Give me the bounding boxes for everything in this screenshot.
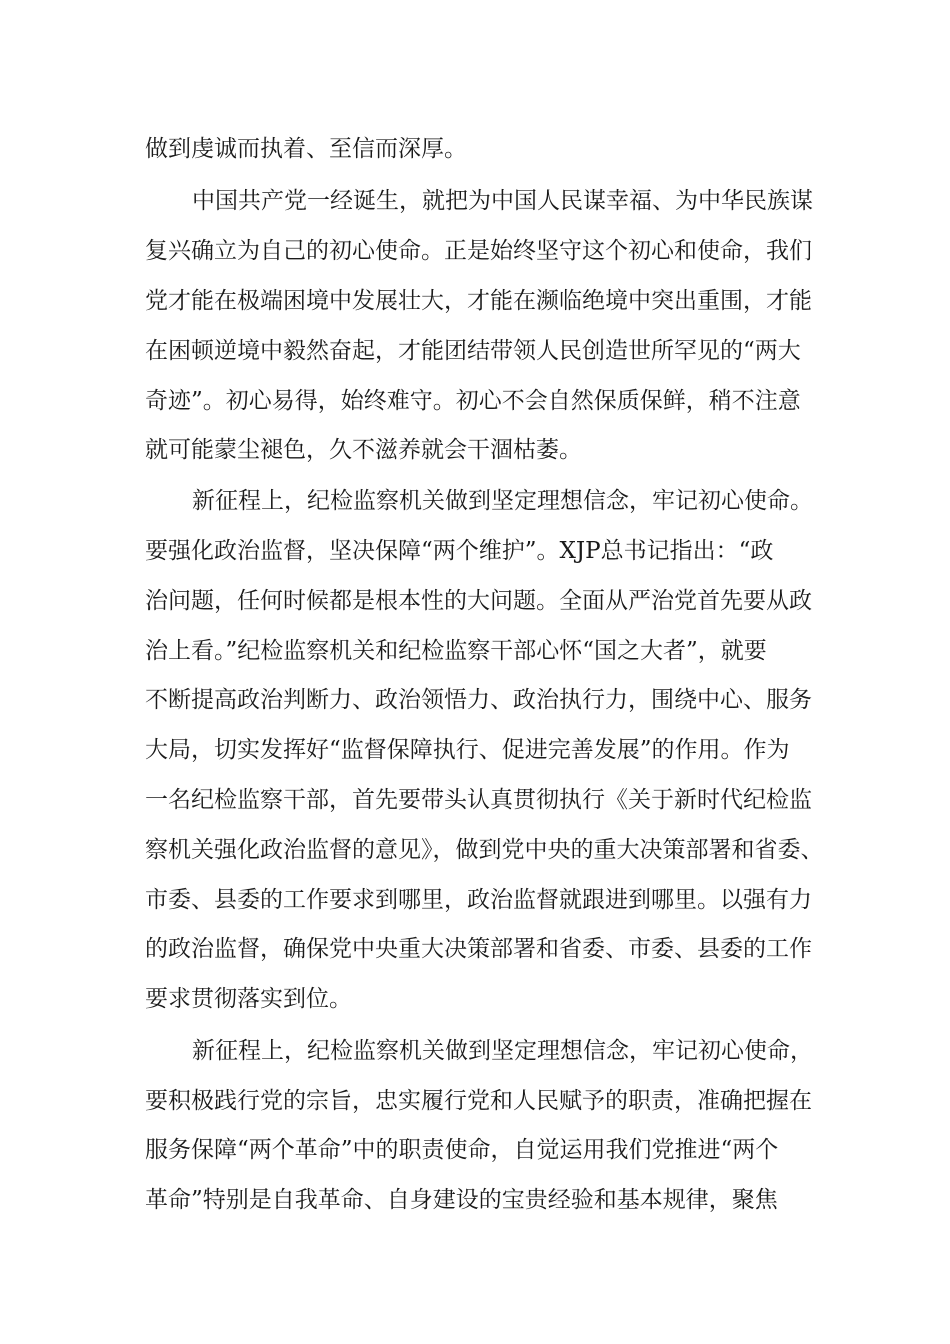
line-text: 治问题，任何时候都是根本性的大问题。全面从严治党首先要从政 — [145, 588, 812, 614]
line-text: 在困顿逆境中毅然奋起，才能团结带领人民创造世所罕见的“两大 — [145, 338, 801, 364]
line-text: 复兴确立为自己的初心使命。正是始终坚守这个初心和使命，我们 — [145, 238, 812, 264]
text-line — [0, 430, 950, 470]
text-line — [0, 181, 950, 221]
line-text: 要强化政治监督，坚决保障“两个维护”。XJP总书记指出：“政 — [145, 538, 774, 564]
line-text: 就可能蒙尘褪色，久不滋养就会干涸枯萎。 — [145, 437, 582, 463]
text-line — [0, 531, 950, 571]
line-text: 服务保障“两个革命”中的职责使命，自觉运用我们党推进“两个 — [145, 1137, 779, 1163]
line-text: 一名纪检监察干部，首先要带头认真贯彻执行《关于新时代纪检监 — [145, 787, 812, 813]
text-line — [0, 1180, 950, 1220]
line-text: 察机关强化政治监督的意见》，做到党中央的重大决策部署和省委、 — [145, 837, 824, 863]
line-text: 做到虔诚而执着、至信而深厚。 — [145, 136, 467, 162]
text-line — [0, 1130, 950, 1170]
line-text: 市委、县委的工作要求到哪里，政治监督就跟进到哪里。以强有力 — [145, 887, 812, 913]
line-text: 革命”特别是自我革命、自身建设的宝贵经验和基本规律，聚焦 — [145, 1187, 778, 1213]
text-line — [0, 631, 950, 671]
text-line — [0, 680, 950, 720]
text-line — [0, 231, 950, 271]
text-line — [0, 780, 950, 820]
paragraph-start: 新征程上，纪检监察机关做到坚定理想信念，牢记初心使命， — [192, 1038, 813, 1064]
text-line — [0, 830, 950, 870]
line-text: 要积极践行党的宗旨，忠实履行党和人民赋予的职责，准确把握在 — [145, 1088, 812, 1114]
text-line — [0, 929, 950, 969]
text-line — [0, 1081, 950, 1121]
line-text: 治上看。”纪检监察机关和纪检监察干部心怀“国之大者”，就要 — [145, 638, 767, 664]
line-text: 大局，切实发挥好“监督保障执行、促进完善发展”的作用。作为 — [145, 737, 790, 763]
paragraph-start: 新征程上，纪检监察机关做到坚定理想信念，牢记初心使命。 — [192, 488, 813, 514]
text-line — [0, 730, 950, 770]
text-line — [0, 381, 950, 421]
line-text: 的政治监督，确保党中央重大决策部署和省委、市委、县委的工作 — [145, 936, 812, 962]
text-line — [0, 880, 950, 920]
paragraph-start: 中国共产党一经诞生，就把为中国人民谋幸福、为中华民族谋 — [192, 188, 813, 214]
text-line — [0, 1031, 950, 1071]
text-line — [0, 581, 950, 621]
line-text: 不断提高政治判断力、政治领悟力、政治执行力，围绕中心、服务 — [145, 687, 812, 713]
text-line — [0, 129, 950, 169]
line-text: 党才能在极端困境中发展壮大，才能在濒临绝境中突出重围，才能 — [145, 288, 812, 314]
text-line — [0, 281, 950, 321]
text-line — [0, 979, 950, 1019]
text-line — [0, 481, 950, 521]
line-text: 要求贯彻落实到位。 — [145, 986, 352, 1012]
text-line — [0, 331, 950, 371]
line-text: 奇迹”。初心易得，始终难守。初心不会自然保质保鲜，稍不注意 — [145, 388, 801, 414]
